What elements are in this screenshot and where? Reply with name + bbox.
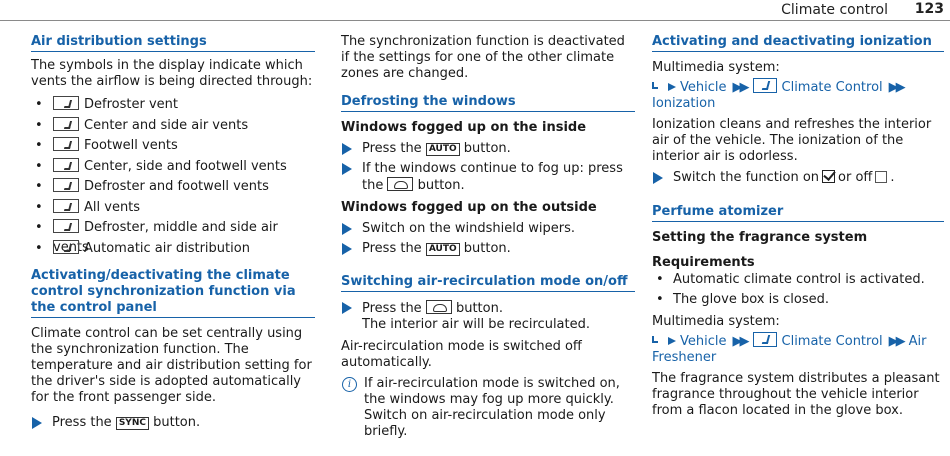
column-left <box>31 34 315 435</box>
recirculation-info: i If air-recirculation mode is switched on, the windows may fog up more quickly. Switch on air-recirculation mode only briefly. <box>341 376 635 440</box>
defrost-heading: Defrosting the windows <box>341 94 635 112</box>
center-side-footwell-vent-icon <box>53 158 79 172</box>
recirculation-step: Press the button. The interior air will be recirculated. <box>341 300 635 333</box>
step-arrow-icon <box>342 223 352 235</box>
inside-step-2: If the windows continue to fog up: press the button. <box>341 161 635 194</box>
list-item: • Automatic climate control is activated. <box>652 272 944 288</box>
unchecked-box-icon <box>875 171 887 183</box>
outside-step-2: Press the AUTO button. <box>341 241 635 257</box>
step-arrow-icon <box>342 302 352 314</box>
all-vents-icon <box>53 199 79 213</box>
climate-control-icon <box>753 332 777 347</box>
menu-path-arrow-icon <box>652 82 676 90</box>
ionization-step: Switch the function on or off . <box>652 170 944 186</box>
step-arrow-icon <box>342 243 352 255</box>
list-item: • Center and side air vents <box>31 116 315 137</box>
step-arrow-icon <box>342 143 352 155</box>
ionization-menu-path: Vehicle ▶▶ Climate Control ▶▶Ionization <box>652 80 903 111</box>
auto-key: AUTO <box>426 143 460 156</box>
double-chevron-icon: ▶▶ <box>888 334 903 349</box>
recirculation-icon <box>426 300 452 314</box>
max-defrost-icon <box>387 177 413 191</box>
step-arrow-icon <box>653 172 663 184</box>
air-distribution-heading: Air distribution settings <box>31 34 315 52</box>
ionization-body: Ionization cleans and refreshes the interior air of the vehicle. The ionization of the interior air is odorless. <box>652 117 932 164</box>
sync-heading: Activating/deactivating the climate control synchronization function via the control panel <box>31 268 315 318</box>
list-item: • Automatic air distribution <box>31 239 315 260</box>
info-icon: i <box>342 377 357 392</box>
page-header <box>0 0 950 22</box>
outside-step-1: Switch on the windshield wipers. <box>341 221 635 237</box>
list-item: • Center, side and footwell vents <box>31 157 315 178</box>
list-item: • Defroster and footwell vents <box>31 177 315 198</box>
column-right <box>652 34 944 424</box>
list-item: • Defroster vent <box>31 95 315 116</box>
ionization-heading: Activating and deactivating ionization <box>652 34 944 52</box>
climate-control-icon <box>753 78 777 93</box>
outside-fog-heading: Windows fogged up on the outside <box>341 200 597 215</box>
perfume-multimedia-label: Multimedia system: <box>652 314 780 329</box>
air-distribution-intro: The symbols in the display indicate which vents the airflow is being directed through: <box>31 58 313 89</box>
perfume-body: The fragrance system distributes a pleasant fragrance throughout the vehicle interior from a flacon located in the glove box. <box>652 371 940 418</box>
double-chevron-icon: ▶▶ <box>732 80 747 95</box>
auto-air-distribution-icon <box>53 240 79 254</box>
footwell-vent-icon <box>53 137 79 151</box>
perfume-menu-path: Vehicle ▶▶ Climate Control ▶▶ Air Freshener <box>652 334 927 365</box>
ionization-multimedia-label: Multimedia system: <box>652 60 780 75</box>
column-middle <box>341 34 635 440</box>
sync-key: SYNC <box>116 417 149 430</box>
recirculation-heading: Switching air-recirculation mode on/off <box>341 274 635 292</box>
recirculation-result: The interior air will be recirculated. <box>362 317 591 332</box>
list-item: • The glove box is closed. <box>652 292 944 308</box>
defroster-vent-icon <box>53 96 79 110</box>
defroster-footwell-vent-icon <box>53 178 79 192</box>
center-side-vent-icon <box>53 117 79 131</box>
header-divider <box>0 20 950 21</box>
sync-note: The synchronization function is deactivated if the settings for one of the other climate zones are changed. <box>341 34 625 81</box>
double-chevron-icon: ▶▶ <box>888 80 903 95</box>
header-section-title: Climate control <box>781 2 888 18</box>
vent-list <box>31 95 315 259</box>
fragrance-setting-heading: Setting the fragrance system <box>652 230 868 245</box>
sync-body: Climate control can be set centrally using the synchronization function. The temperature and air distribution setting for the driver's side is adopted automatically for the front passenger side. <box>31 326 312 405</box>
list-item: • All vents <box>31 198 315 219</box>
auto-key: AUTO <box>426 243 460 256</box>
step-arrow-icon <box>32 417 42 429</box>
requirements-heading: Requirements <box>652 255 755 270</box>
double-chevron-icon: ▶▶ <box>732 334 747 349</box>
menu-path-arrow-icon <box>652 336 676 344</box>
inside-fog-heading: Windows fogged up on the inside <box>341 120 587 135</box>
list-item: • Defroster, middle and side air vents <box>31 218 315 239</box>
step-arrow-icon <box>342 163 352 175</box>
inside-step-1: Press the AUTO button. <box>341 141 635 157</box>
perfume-heading: Perfume atomizer <box>652 204 944 222</box>
checked-box-icon <box>822 170 835 183</box>
defroster-middle-side-vent-icon <box>53 219 79 233</box>
recirculation-body: Air-recirculation mode is switched off automatically. <box>341 339 582 370</box>
requirements-list <box>652 272 944 308</box>
page-number: 123 <box>914 1 944 17</box>
sync-step: Press the SYNC button. <box>31 415 315 431</box>
list-item: • Footwell vents <box>31 136 315 157</box>
